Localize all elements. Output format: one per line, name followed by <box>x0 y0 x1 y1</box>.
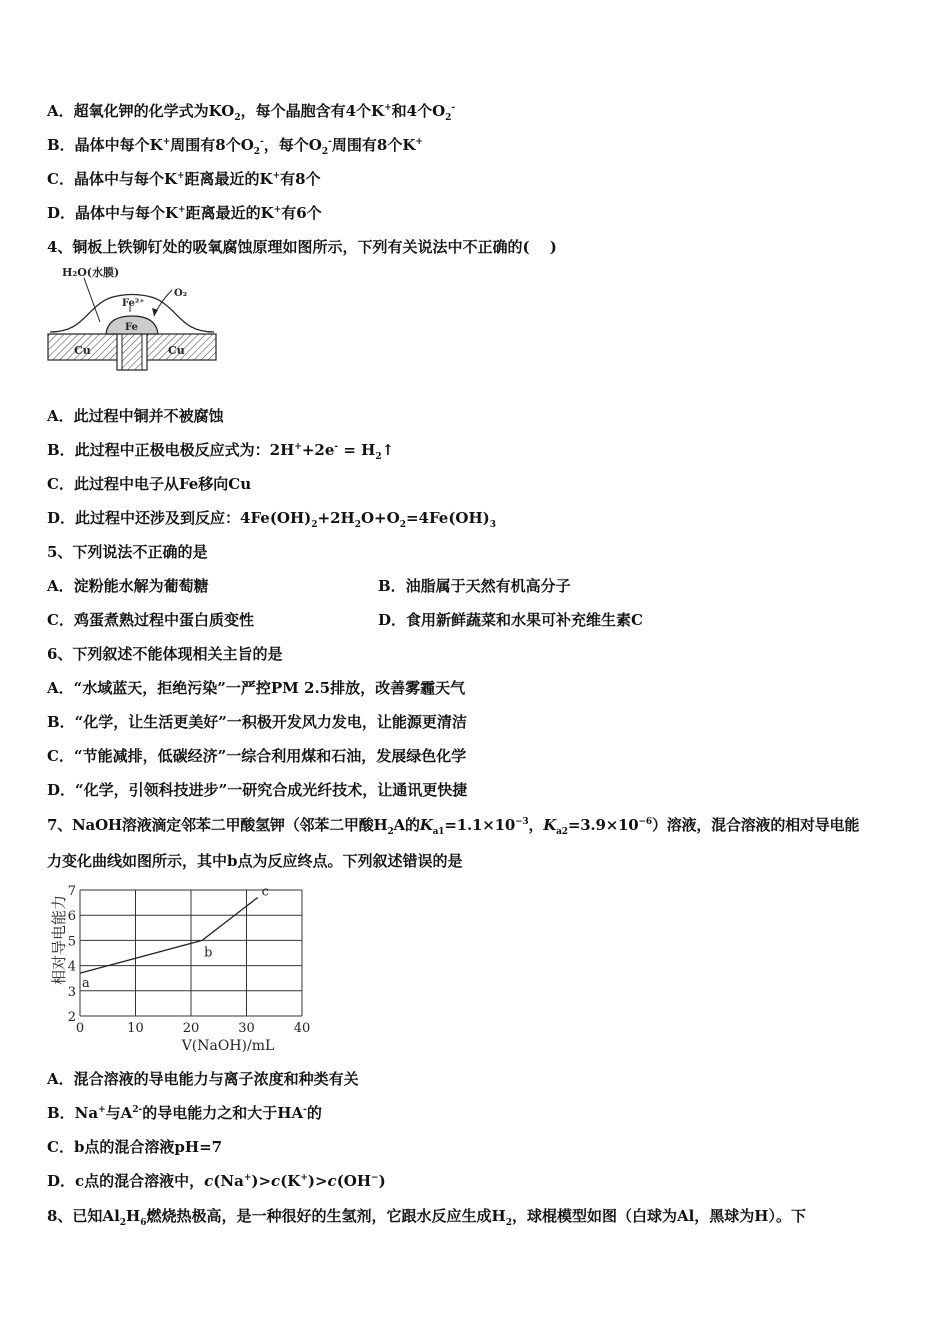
y-tick-label: 5 <box>67 934 76 950</box>
x-tick-label: 40 <box>293 1021 311 1036</box>
water-label: H₂O(水膜) <box>62 266 120 279</box>
q7-option-b: B．Na+与$A^{2-}$的导电能力之和大于HA-的 <box>47 1104 322 1122</box>
chart-grid <box>80 890 302 1016</box>
q6-option-d: D．“化学，引领科技进步”一研究合成光纤技术，让通讯更快捷 <box>47 781 468 799</box>
y-tick-label: 2 <box>67 1010 76 1025</box>
corrosion-figure <box>44 262 220 374</box>
point-label-b: b <box>204 945 213 961</box>
q7-stem-line1: 7、NaOH溶液滴定邻苯二甲酸氢钾（邻苯二甲酸$H_2A$的$K_{a1}=1.1\times 10^{-3}$，$K_{a2}=3.9\times 10^{-6}$）溶液，混合溶液的相对导电能 <box>47 816 860 837</box>
q6-option-a: A．“水域蓝天，拒绝污染”一严控PM 2.5排放，改善雾霾天气 <box>47 679 466 697</box>
y-tick-label: 3 <box>67 984 76 1000</box>
q3-option-c: C．晶体中与每个K+距离最近的K+有8个 <box>47 170 321 188</box>
q4-stem: 4、铜板上铁铆钉处的吸氧腐蚀原理如图所示，下列有关说法中不正确的( ) <box>47 238 557 256</box>
o2-label: O₂ <box>174 288 188 299</box>
fe-ion-label: Fe²⁺ <box>122 298 145 309</box>
x-tick-label: 20 <box>182 1021 200 1036</box>
q3-option-b: B．晶体中每个K+周围有8个$O_2^-$，每个$O_2^-$周围有8个K+ <box>47 136 423 157</box>
q4-option-b: B．此过程中正极电极反应式为：$2H^++2e^- = H_2↑$ <box>47 441 395 462</box>
fe-label: Fe <box>125 322 138 333</box>
q4-option-c: C．此过程中电子从Fe移向Cu <box>47 475 252 493</box>
q5-option-b: B．油脂属于天然有机高分子 <box>378 577 571 595</box>
x-tick-label: 30 <box>238 1021 255 1036</box>
y-tick-label: 4 <box>67 959 76 975</box>
q3-option-a: A．超氧化钾的化学式为$KO_2$，每个晶胞含有4个K+和4个$O_2^-$ <box>47 102 456 123</box>
q7-stem-line2: 力变化曲线如图所示，其中b点为反应终点。下列叙述错误的是 <box>47 852 463 870</box>
point-label-c: c <box>261 884 269 900</box>
point-label-a: a <box>82 976 90 992</box>
q7-option-d: D．c点的混合溶液中，c(Na+)>c(K+)>c(OH−) <box>47 1172 386 1190</box>
q6-option-b: B．“化学，让生活更美好”一积极开发风力发电，让能源更清洁 <box>47 713 467 731</box>
y-tick-label: 6 <box>67 909 76 925</box>
q6-stem: 6、下列叙述不能体现相关主旨的是 <box>47 645 283 663</box>
chart-ylabel: 相对导电能力 <box>50 894 68 986</box>
x-tick-label: 0 <box>75 1021 85 1036</box>
cu-left-label: Cu <box>74 344 91 357</box>
q4-option-a: A．此过程中铜并不被腐蚀 <box>47 407 224 425</box>
q4-option-d: D．此过程中还涉及到反应：$4Fe(OH)_2+2H_2O+O_2=4Fe(OH)_3$ <box>47 509 497 530</box>
y-tick-label: 7 <box>67 884 76 899</box>
series-line-conductivity <box>80 898 258 974</box>
q7-option-c: C．b点的混合溶液pH=7 <box>47 1138 223 1156</box>
q5-option-c: C．鸡蛋煮熟过程中蛋白质变性 <box>47 611 254 629</box>
q5-option-a: A．淀粉能水解为葡萄糖 <box>47 577 209 595</box>
cu-right-label: Cu <box>168 344 185 357</box>
q6-option-c: C．“节能减排，低碳经济”一综合利用煤和石油，发展绿色化学 <box>47 747 467 765</box>
q7-option-a: A．混合溶液的导电能力与离子浓度和种类有关 <box>47 1070 359 1088</box>
q3-option-d: D．晶体中与每个K+距离最近的K+有6个 <box>47 204 322 222</box>
q5-stem: 5、下列说法不正确的是 <box>47 543 208 561</box>
conductivity-chart <box>44 880 324 1056</box>
q8-stem: 8、已知$Al_2H_6$燃烧热极高，是一种很好的生氢剂，它跟水反应生成$H_2$，球棍模型如图（白球为Al，黑球为H）。下 <box>47 1207 806 1228</box>
chart-xlabel: V(NaOH)/mL <box>181 1038 275 1054</box>
x-tick-label: 10 <box>127 1021 144 1036</box>
q5-option-d: D．食用新鲜蔬菜和水果可补充维生素C <box>378 611 643 629</box>
